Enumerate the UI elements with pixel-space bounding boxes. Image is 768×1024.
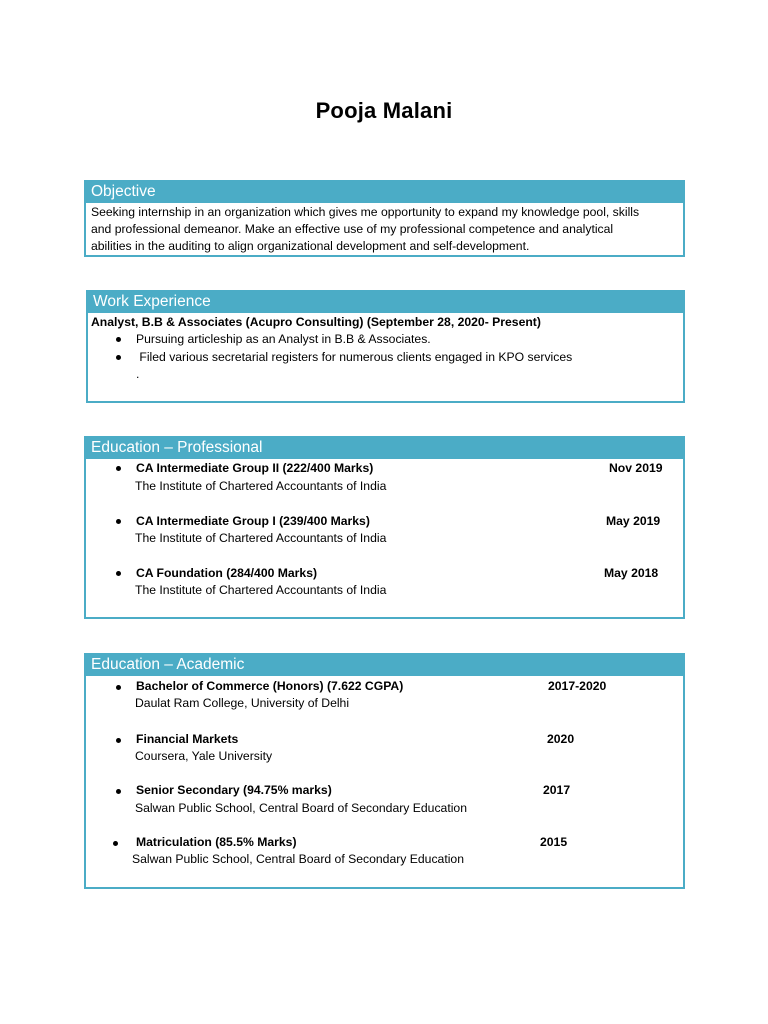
education-academic-header: Education – Academic (84, 653, 685, 676)
edu-date: May 2018 (604, 566, 659, 580)
bullet-icon (113, 841, 118, 846)
education-professional-section (84, 436, 685, 619)
edu-org: Daulat Ram College, University of Delhi (135, 696, 350, 710)
bullet-icon (116, 466, 121, 471)
edu-org: Salwan Public School, Central Board of Secondary Education (135, 801, 467, 815)
edu-org: The Institute of Chartered Accountants of India (135, 531, 387, 545)
edu-title: Financial Markets (136, 732, 239, 746)
edu-title: Bachelor of Commerce (Honors) (7.622 CGPA) (136, 679, 404, 693)
edu-date: May 2019 (606, 514, 661, 528)
work-bullet: Filed various secretarial registers for numerous clients engaged in KPO services (136, 350, 573, 364)
objective-body (84, 203, 685, 257)
edu-org: Coursera, Yale University (135, 749, 273, 763)
objective-header: Objective (84, 180, 685, 203)
edu-org: The Institute of Chartered Accountants of India (135, 479, 387, 493)
edu-title: CA Intermediate Group II (222/400 Marks) (136, 461, 374, 475)
edu-title: CA Foundation (284/400 Marks) (136, 566, 318, 580)
edu-title: CA Intermediate Group I (239/400 Marks) (136, 514, 370, 528)
education-academic-body (84, 676, 685, 889)
work-experience-section (86, 290, 685, 403)
bullet-icon (116, 571, 121, 576)
bullet-icon (116, 519, 121, 524)
bullet-icon (116, 738, 121, 743)
objective-line: Seeking internship in an organization which gives me opportunity to expand my knowledge pool, skills (91, 205, 640, 219)
objective-section (84, 180, 685, 257)
bullet-icon (116, 355, 121, 360)
work-bullet: Pursuing articleship as an Analyst in B.B & Associates. (136, 332, 431, 346)
edu-org: Salwan Public School, Central Board of Secondary Education (132, 852, 464, 866)
bullet-icon (116, 337, 121, 342)
edu-date: 2017 (543, 783, 571, 797)
education-professional-header: Education – Professional (84, 436, 685, 459)
edu-date: Nov 2019 (609, 461, 663, 475)
objective-line: and professional demeanor. Make an effective use of my professional competence and analytical (91, 222, 614, 236)
candidate-name: Pooja Malani (315, 98, 453, 123)
edu-org: The Institute of Chartered Accountants of India (135, 583, 387, 597)
edu-date: 2015 (540, 835, 568, 849)
bullet-icon (116, 685, 121, 690)
education-professional-body (84, 459, 685, 619)
work-trailing: . (136, 367, 140, 381)
edu-title: Senior Secondary (94.75% marks) (136, 783, 332, 797)
bullet-icon (116, 789, 121, 794)
work-experience-body (86, 313, 685, 403)
edu-date: 2020 (547, 732, 575, 746)
objective-line: abilities in the auditing to align organizational development and self-development. (91, 239, 530, 253)
edu-title: Matriculation (85.5% Marks) (136, 835, 297, 849)
work-experience-header: Work Experience (86, 290, 685, 313)
work-role: Analyst, B.B & Associates (Acupro Consulting) (September 28, 2020- Present) (91, 315, 541, 329)
edu-date: 2017-2020 (548, 679, 607, 693)
education-academic-section (84, 653, 685, 889)
